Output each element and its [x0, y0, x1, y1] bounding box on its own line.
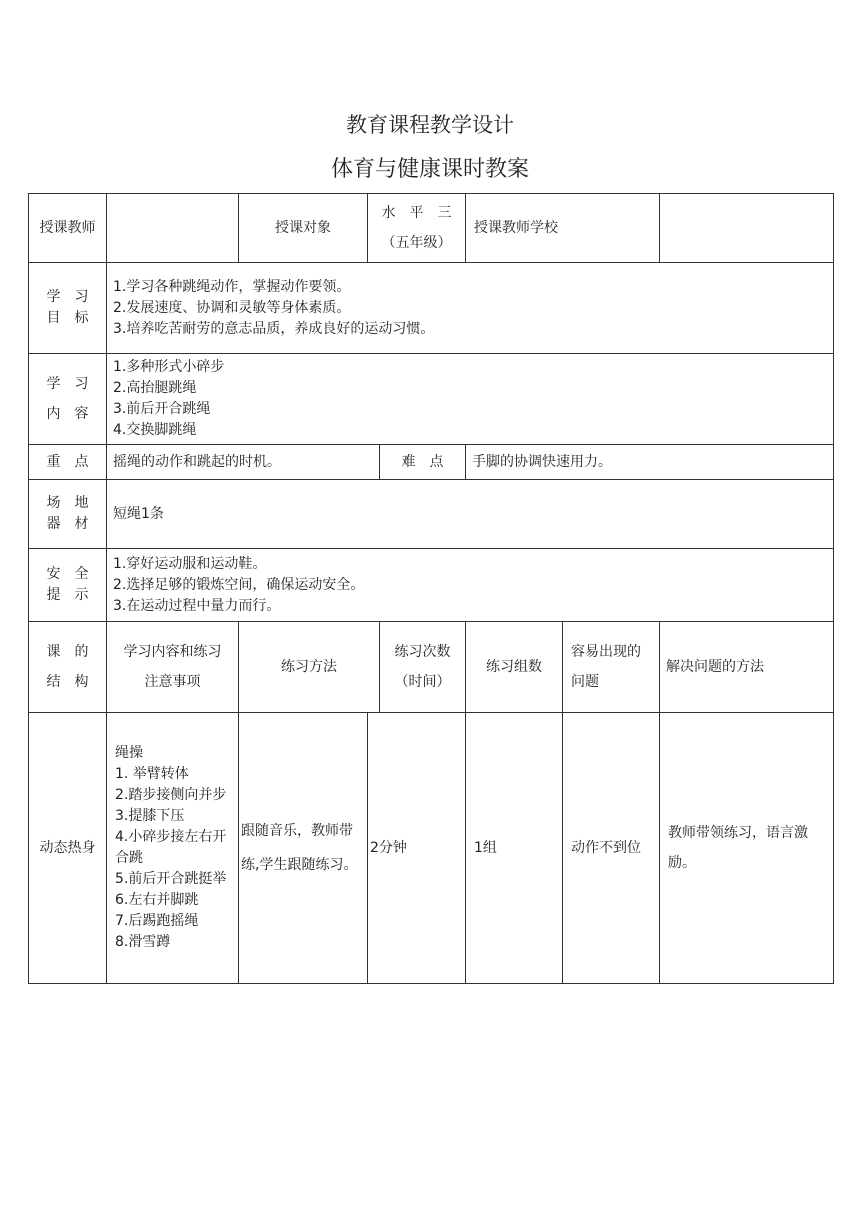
target-value — [368, 194, 466, 263]
teacher-value — [107, 194, 239, 263]
venue-label: 场 地 器 材 — [29, 480, 107, 549]
warmup-item: 8.滑雪蹲 — [115, 934, 171, 950]
lesson-plan-table — [28, 193, 834, 984]
safety-label: 安 全 提 示 — [29, 549, 107, 622]
warmup-problem: 动作不到位 — [563, 713, 660, 984]
warmup-groups: 1组 — [466, 713, 563, 984]
document-subtitle: 体育与健康课时教案 — [330, 157, 529, 182]
content-list — [107, 354, 834, 445]
safety-item: 2.选择足够的锻炼空间，确保运动安全。 — [113, 576, 365, 593]
school-value — [660, 194, 834, 263]
warmup-item: 绳操 — [115, 745, 143, 761]
key-points-value: 摇绳的动作和跳起的时机。 — [107, 445, 380, 480]
goals-label: 学 习 目 标 — [29, 263, 107, 354]
warmup-item: 3.提膝下压 — [115, 808, 185, 824]
structure-label: 课 的 结 构 — [29, 622, 107, 713]
venue-value: 短绳1条 — [107, 480, 834, 549]
col-groups-header: 练习组数 — [466, 622, 563, 713]
warmup-row — [29, 713, 834, 984]
col-problem-header: 容易出现的 问题 — [563, 622, 660, 713]
content-item: 3.前后开合跳绳 — [113, 401, 211, 417]
warmup-item: 2.踏步接侧向并步 — [115, 787, 227, 803]
warmup-item: 6.左右并脚跳 — [115, 892, 199, 908]
goal-item: 3.培养吃苦耐劳的意志品质，养成良好的运动习惯。 — [113, 320, 435, 337]
venue-row — [29, 480, 834, 549]
col-method-header: 练习方法 — [239, 622, 380, 713]
content-item: 1.多种形式小碎步 — [113, 359, 225, 375]
warmup-label: 动态热身 — [29, 713, 107, 984]
target-grade: （五年级） — [381, 235, 452, 251]
content-item: 4.交换脚跳绳 — [113, 422, 197, 438]
warmup-items — [107, 713, 239, 984]
key-points-row — [29, 445, 834, 480]
difficulty-value: 手脚的协调快速用力。 — [466, 445, 834, 480]
goal-item: 1.学习各种跳绳动作，掌握动作要领。 — [113, 278, 351, 295]
difficulty-label: 难 点 — [380, 445, 466, 480]
target-label: 授课对象 — [239, 194, 368, 263]
key-points-label: 重 点 — [29, 445, 107, 480]
goal-item: 2.发展速度、协调和灵敏等身体素质。 — [113, 299, 351, 316]
document-title: 教育课程教学设计 — [346, 113, 514, 137]
content-item: 2.高抬腿跳绳 — [113, 380, 197, 396]
header-row — [29, 194, 834, 263]
goals-row — [29, 263, 834, 354]
col-times-header: 练习次数 （时间） — [380, 622, 466, 713]
warmup-item: 1. 举臂转体 — [115, 766, 189, 782]
warmup-times: 2分钟 — [368, 713, 466, 984]
goals-list — [107, 263, 834, 354]
warmup-item: 5.前后开合跳挺举 — [115, 871, 227, 887]
safety-list — [107, 549, 834, 622]
col-content-header: 学习内容和练习 注意事项 — [107, 622, 239, 713]
warmup-method: 跟随音乐，教师带练,学生跟随练习。 — [239, 713, 368, 984]
warmup-item: 4.小碎步接左右开合跳 — [115, 829, 227, 866]
safety-item: 1.穿好运动服和运动鞋。 — [113, 555, 267, 572]
safety-item: 3.在运动过程中量力而行。 — [113, 597, 281, 614]
school-label: 授课教师学校 — [466, 194, 660, 263]
warmup-solution: 教师带领练习，语言激励。 — [660, 713, 834, 984]
structure-header-row — [29, 622, 834, 713]
content-label: 学 习 内 容 — [29, 354, 107, 445]
safety-row — [29, 549, 834, 622]
target-level: 水 平 三 — [381, 205, 452, 221]
warmup-item: 7.后踢跑摇绳 — [115, 913, 199, 929]
col-solution-header: 解决问题的方法 — [660, 622, 834, 713]
teacher-label: 授课教师 — [29, 194, 107, 263]
content-row — [29, 354, 834, 445]
